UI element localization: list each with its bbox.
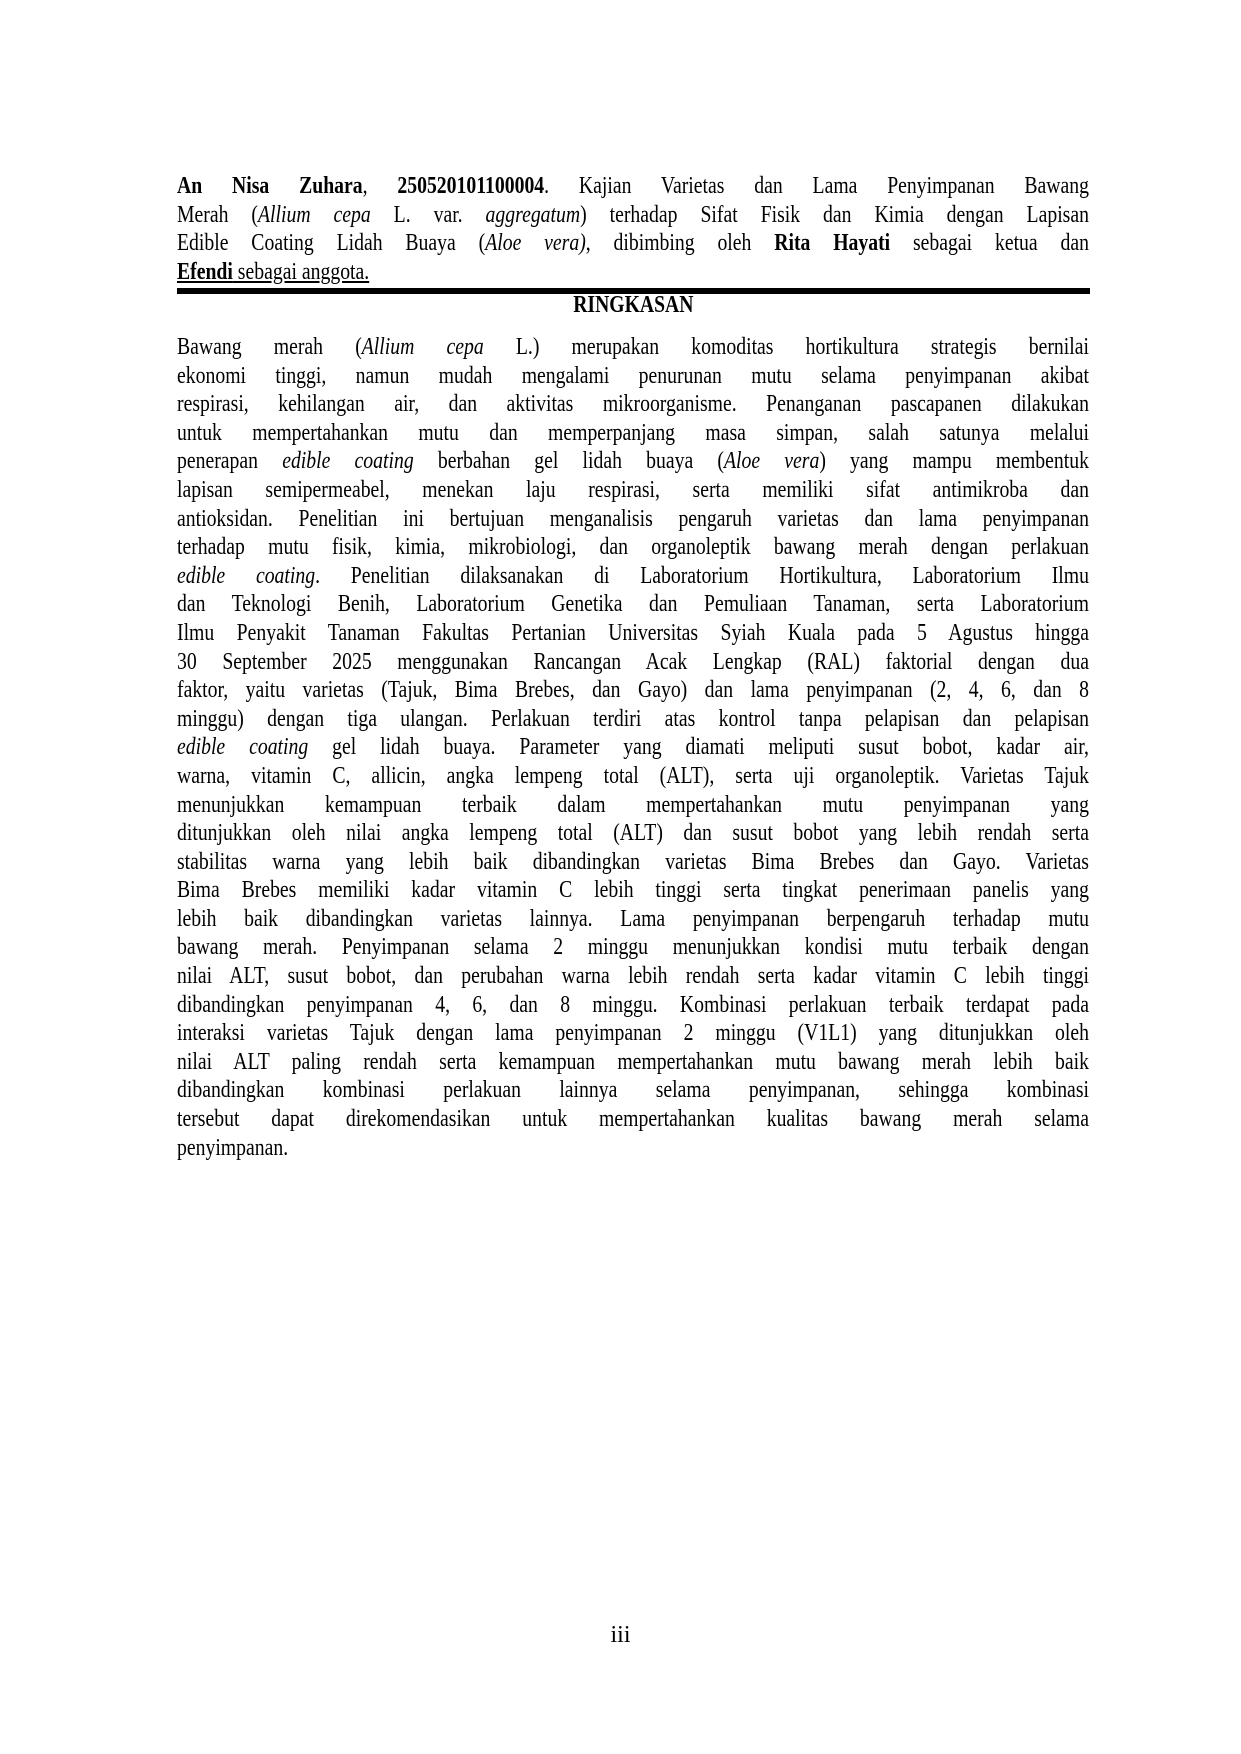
summary-line [177,447,1089,476]
summary-line [177,1105,1089,1134]
summary-text: tersebut dapat direkomendasikan untuk mempertahankan kualitas bawang merah selama [177,1106,1089,1133]
species-name: Aloe vera) [485,230,586,257]
summary-text: respirasi, kehilangan air, dan aktivitas mikroorganisme. Penanganan pascapanen dilakukan [177,391,1089,418]
summary-text: ekonomi tinggi, namun mudah mengalami penurunan mutu selama penyimpanan akibat [177,362,1089,389]
summary-text: Bawang merah ( [177,334,362,360]
summary-line [177,848,1089,877]
summary-line [177,505,1089,534]
summary-text: interaksi varietas Tajuk dengan lama penyimpanan 2 minggu (V1L1) yang ditunjukkan oleh [177,1020,1089,1047]
thesis-title-part: sebagai ketua dan [890,230,1089,257]
summary-text: untuk mempertahankan mutu dan memperpanjang masa simpan, salah satunya melalui [177,419,1089,446]
summary-line [177,733,1089,762]
citation-line-1 [177,172,1089,201]
summary-text: L.) merupakan komoditas hortikultura strategis bernilai [483,334,1089,360]
thesis-title-part: Merah ( [177,201,258,228]
summary-text: Bima Brebes memiliki kadar vitamin C lebih tinggi serta tingkat penerimaan panelis yang [177,877,1089,904]
citation-block [177,172,1089,286]
summary-line [177,1048,1089,1077]
summary-line [177,933,1089,962]
summary-line [177,590,1089,619]
summary-text: penerapan [177,448,283,475]
summary-line [177,533,1089,562]
section-heading [177,290,1089,320]
summary-line [177,762,1089,791]
summary-text: dan Teknologi Benih, Laboratorium Genetika dan Pemuliaan Tanaman, serta Laboratorium [177,591,1089,618]
thesis-title-part: sebagai anggota. [232,258,370,285]
summary-text: antioksidan. Penelitian ini bertujuan menganalisis pengaruh varietas dan lama penyimpanan [177,505,1089,532]
italic-term: Aloe vera [723,448,820,475]
summary-line [177,791,1089,820]
thesis-title-part: ) terhadap Sifat Fisik dan Kimia dengan Lapisan [580,201,1089,228]
summary-text: nilai ALT, susut bobot, dan perubahan warna lebih rendah serta kadar vitamin C lebih tinggi [177,963,1089,990]
summary-text: ditunjukkan oleh nilai angka lempeng total (ALT) dan susut bobot yang lebih rendah serta [177,820,1089,847]
summary-text: menunjukkan kemampuan terbaik dalam mempertahankan mutu penyimpanan yang [177,791,1089,818]
summary-line [177,619,1089,648]
summary-line [177,362,1089,391]
summary-text: warna, vitamin C, allicin, angka lempeng total (ALT), serta uji organoleptik. Varietas Tajuk [177,762,1089,789]
summary-line [177,390,1089,419]
supervisor-member: Efendi [177,258,233,285]
italic-term: edible coating [177,562,316,589]
summary-line [177,705,1089,734]
summary-text: stabilitas warna yang lebih baik dibandingkan varietas Bima Brebes dan Gayo. Varietas [177,848,1089,875]
citation-line-2 [177,201,1089,230]
italic-term: edible coating [177,734,309,761]
separator: , [362,173,398,199]
citation-line-4 [177,258,1089,287]
summary-line [177,419,1089,448]
variety-name: aggregatum [485,201,581,228]
summary-text: gel lidah buaya. Parameter yang diamati meliputi susut bobot, kadar air, [308,734,1089,761]
italic-term: Allium cepa [361,334,484,360]
summary-text: lapisan semipermeabel, menekan laju respirasi, serta memiliki sifat antimikroba dan [177,476,1089,503]
summary-line [177,1019,1089,1048]
summary-text: 30 September 2025 menggunakan Rancangan Acak Lengkap (RAL) faktorial dengan dua [177,648,1089,675]
thesis-title-part: . Kajian Varietas dan Lama Penyimpanan Bawang [544,173,1089,199]
summary-paragraph [177,333,1089,1162]
section-heading-text: RINGKASAN [572,292,694,318]
summary-text: bawang merah. Penyimpanan selama 2 minggu menunjukkan kondisi mutu terbaik dengan [177,934,1089,961]
summary-text: lebih baik dibandingkan varietas lainnya. Lama penyimpanan berpengaruh terhadap mutu [177,905,1089,932]
summary-text: Ilmu Penyakit Tanaman Fakultas Pertanian Universitas Syiah Kuala pada 5 Agustus hingga [177,619,1089,646]
summary-line [177,476,1089,505]
summary-text: nilai ALT paling rendah serta kemampuan mempertahankan mutu bawang merah lebih baik [177,1048,1089,1075]
species-name: Allium cepa [257,201,371,228]
summary-line [177,562,1089,591]
summary-line [177,333,1089,362]
thesis-title-part: L. var. [370,201,486,228]
citation-line-3 [177,229,1089,258]
summary-text: dibandingkan kombinasi perlakuan lainnya selama penyimpanan, sehingga kombinasi [177,1077,1089,1104]
summary-text: faktor, yaitu varietas (Tajuk, Bima Brebes, dan Gayo) dan lama penyimpanan (2, 4, 6, dan 8 [177,677,1089,704]
summary-line [177,648,1089,677]
summary-line [177,1076,1089,1105]
summary-line [177,1134,1089,1163]
summary-text: dibandingkan penyimpanan 4, 6, dan 8 minggu. Kombinasi perlakuan terbaik terdapat pada [177,991,1089,1018]
summary-text: . Penelitian dilaksanakan di Laboratorium Hortikultura, Laboratorium Ilmu [315,562,1089,589]
thesis-title-part: , dibimbing oleh [585,230,775,257]
summary-line [177,962,1089,991]
summary-text: terhadap mutu fisik, kimia, mikrobiologi, dan organoleptik bawang merah dengan perlakuan [177,534,1089,561]
summary-text: penyimpanan. [177,1134,289,1161]
summary-text: ) yang mampu membentuk [819,448,1089,475]
summary-line [177,876,1089,905]
page-number: iii [610,1622,631,1648]
summary-text: berbahan gel lidah buaya ( [413,448,724,475]
summary-line [177,991,1089,1020]
italic-term: edible coating [282,448,414,475]
summary-line [177,819,1089,848]
student-id: 250520101100004 [397,173,545,199]
summary-line [177,905,1089,934]
summary-line [177,676,1089,705]
thesis-title-part: Edible Coating Lidah Buaya ( [177,230,486,257]
summary-text: minggu) dengan tiga ulangan. Perlakuan terdiri atas kontrol tanpa pelapisan dan pelapisan [177,705,1089,732]
supervisor-chair: Rita Hayati [774,230,891,257]
author-name: An Nisa Zuhara [177,173,363,199]
